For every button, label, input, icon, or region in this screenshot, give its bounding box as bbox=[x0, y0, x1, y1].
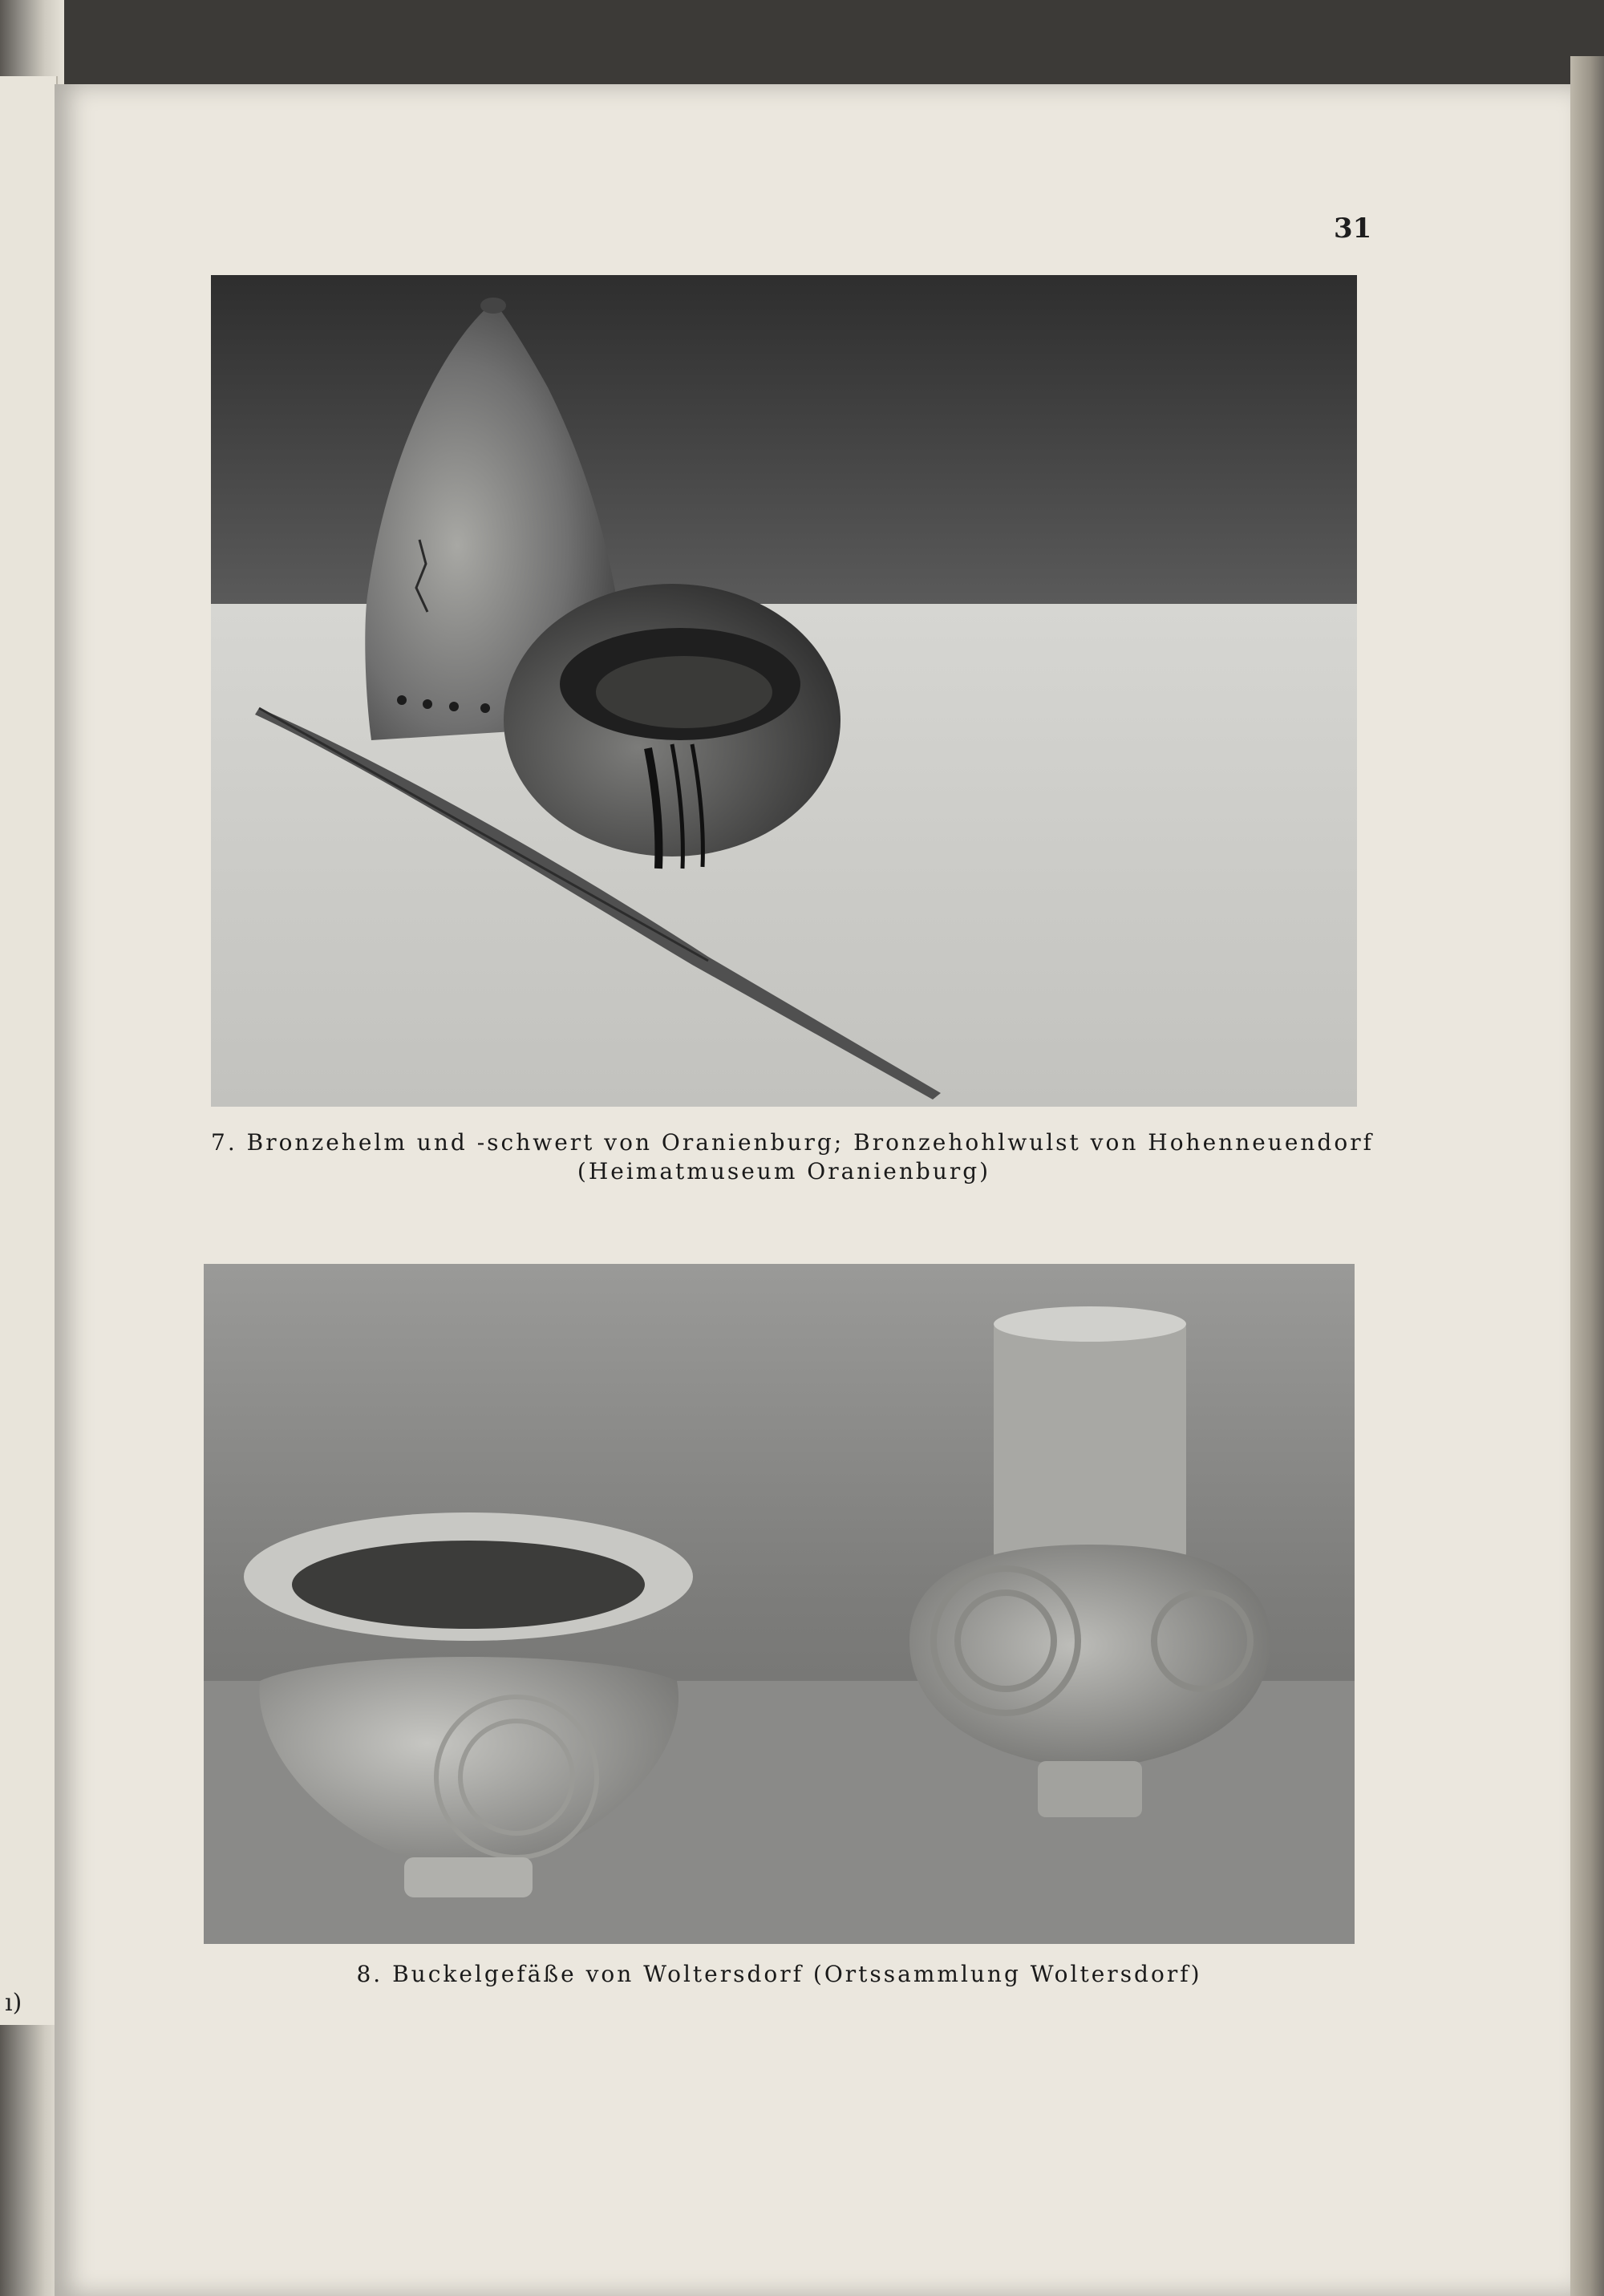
figure-7-caption-source: (Heimatmuseum Oranienburg) bbox=[577, 1158, 991, 1184]
left-page-edge bbox=[0, 76, 58, 2025]
page-number: 31 bbox=[1334, 213, 1372, 245]
page-edge bbox=[1570, 56, 1604, 2296]
figure-8-caption: 8. Buckelgefäße von Woltersdorf (Ortssammlung Woltersdorf) bbox=[356, 1961, 1202, 1987]
figure-7-caption: 7. Bronzehelm und -schwert von Oranienburg; Bronzehohlwulst von Hohenneuendorf bbox=[211, 1129, 1374, 1156]
figure-8-photo bbox=[204, 1264, 1355, 1944]
left-page-fragment: ı) bbox=[5, 1989, 22, 2017]
figure-7-photo bbox=[211, 275, 1357, 1107]
